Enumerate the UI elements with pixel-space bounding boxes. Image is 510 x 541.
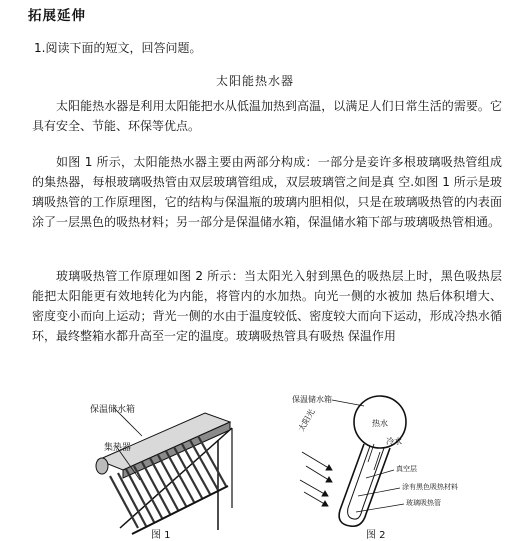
label-cold-water: 冷水 <box>386 437 402 446</box>
label-glass-tube: 玻璃吸热管 <box>406 499 441 507</box>
paragraph-3: 玻璃吸热管工作原理如图 2 所示：当太阳光入射到黑色的吸热层上时，黑色吸热层能把太阳能更有效地转化为内能，将管内的水加热。向光一侧的水被加 热后体积增大、密度变小而向上运动；背光一侧的水由于温度较低、密度较大而向下运动，形成冷热水循环，最终整箱水都升高至一定的温度。玻璃吸热管具有吸热 保温作用 <box>32 269 502 343</box>
glass-tube-outer <box>339 444 390 526</box>
figure-2 <box>292 392 458 532</box>
sunlight-arrows <box>300 452 332 506</box>
figure-1 <box>80 388 250 538</box>
label-vacuum: 真空层 <box>396 465 417 473</box>
label-storage-tank: 保温储水箱 <box>90 405 136 415</box>
label-collector: 集热器 <box>104 443 132 453</box>
article-title: 太阳能热水器 <box>215 74 294 88</box>
question-text: 1.阅读下面的短文，回答问题。 <box>34 41 202 55</box>
section-heading: 拓展延伸 <box>28 8 86 24</box>
figure-2-caption: 图 2 <box>366 530 386 541</box>
paragraph-1: 太阳能热水器是利用太阳能把水从低温加热到高温，以满足人们日常生活的需要。它具有安全、节能、环保等优点。 <box>32 99 502 133</box>
label-fig2-tank: 保温储水箱 <box>292 395 332 404</box>
paragraph-2: 如图 1 所示，太阳能热水器主要由两部分构成：一部分是妾许多根玻璃吸热管组成的集热器，每根玻璃吸热管由双层玻璃管组成，双层玻璃管之间是真 空.如图 1 所示是玻璃吸热管的工作原理图，它的结构与保温瓶的玻璃内胆相似，只是在玻璃吸热管的内表面涂了一层黑色的吸热材料；另一部分是保温储水箱，保温储水箱下部与玻璃吸热管相通。 <box>32 155 502 229</box>
label-coating: 涂有黑色吸热材料 <box>402 483 458 491</box>
label-sunlight: 太阳光 <box>296 407 317 433</box>
label-hot-water: 热水 <box>372 419 388 428</box>
figure-1-caption: 图 1 <box>151 530 171 541</box>
